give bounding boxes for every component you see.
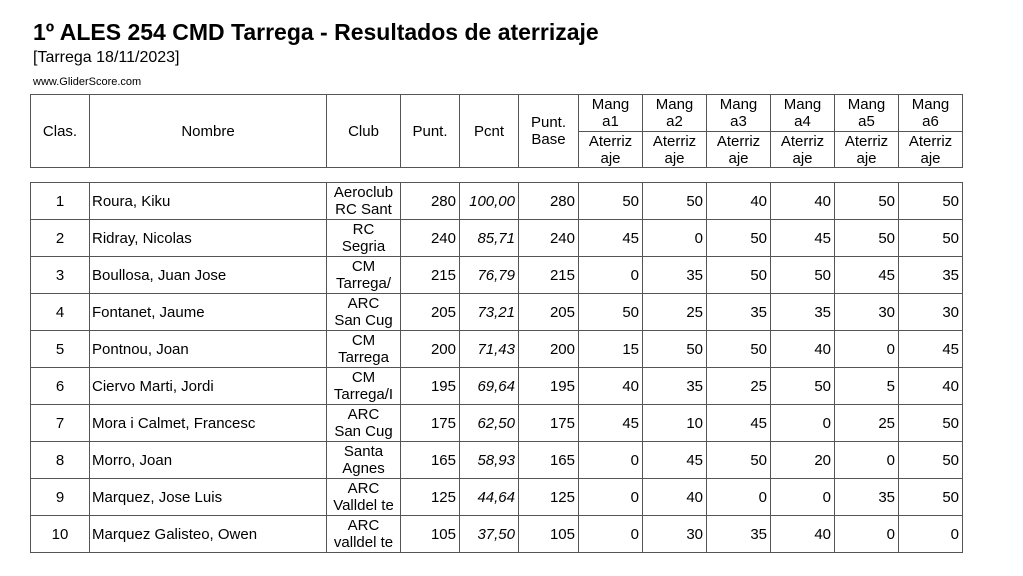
header-landing-1 [579,132,643,168]
round-3-landing-cell: 50 [707,220,771,257]
round-label: Mang [911,96,950,113]
points-cell: 195 [401,368,460,405]
club-name-line: RC [352,221,375,238]
pilot-name-cell: Roura, Kiku [90,183,327,220]
club-name-line: CM [351,369,376,386]
round-number: a6 [922,113,939,130]
rank-cell: 5 [31,331,90,368]
rank-cell: 6 [31,368,90,405]
club-name-line: Valldel te [333,497,394,514]
header-landing-6 [899,132,963,168]
percent-cell: 58,93 [460,442,519,479]
pilot-name-cell: Morro, Joan [90,442,327,479]
header-clas: Clas. [31,95,90,168]
round-5-landing-cell: 30 [835,294,899,331]
club-name-line: Segria [341,238,386,255]
round-2-landing-cell: 35 [643,368,707,405]
round-number: a3 [730,113,747,130]
base-points-cell: 195 [519,368,579,405]
round-5-landing-cell: 25 [835,405,899,442]
header-round-6 [899,95,963,132]
round-5-landing-cell: 5 [835,368,899,405]
club-name-line: ARC [347,295,380,312]
points-cell: 200 [401,331,460,368]
club-name-line: Aeroclub [333,184,394,201]
event-date: [Tarrega 18/11/2023] [33,49,180,66]
round-label: Mang [847,96,886,113]
header-round-3 [707,95,771,132]
table-row [31,516,963,553]
landing-label-line2: aje [920,149,941,167]
round-1-landing-cell: 50 [579,294,643,331]
header-landing-3 [707,132,771,168]
table-row [31,220,963,257]
landing-label-line1: Aterriz [652,132,697,150]
round-4-landing-cell: 0 [771,405,835,442]
points-cell: 280 [401,183,460,220]
points-cell: 105 [401,516,460,553]
header-punt-base [519,95,579,168]
header-round-1 [579,95,643,132]
table-row [31,331,963,368]
round-6-landing-cell: 30 [899,294,963,331]
rank-cell: 2 [31,220,90,257]
round-6-landing-cell: 35 [899,257,963,294]
round-2-landing-cell: 50 [643,331,707,368]
table-row [31,257,963,294]
table-row [31,368,963,405]
round-label: Mang [655,96,694,113]
landing-label-line1: Aterriz [908,132,953,150]
round-4-landing-cell: 50 [771,368,835,405]
header-landing-4 [771,132,835,168]
base-points-cell: 165 [519,442,579,479]
landing-label-line2: aje [600,149,621,167]
round-1-landing-cell: 45 [579,405,643,442]
club-name-line: Santa [343,443,384,460]
landing-label-line1: Aterriz [780,132,825,150]
points-cell: 165 [401,442,460,479]
rank-cell: 10 [31,516,90,553]
round-4-landing-cell: 20 [771,442,835,479]
round-5-landing-cell: 50 [835,220,899,257]
percent-cell: 62,50 [460,405,519,442]
base-points-cell: 205 [519,294,579,331]
round-2-landing-cell: 10 [643,405,707,442]
club-cell [327,405,401,442]
rank-cell: 8 [31,442,90,479]
club-cell [327,257,401,294]
landing-label-line2: aje [728,149,749,167]
round-2-landing-cell: 45 [643,442,707,479]
table-row [31,405,963,442]
pilot-name-cell: Marquez, Jose Luis [90,479,327,516]
base-points-cell: 200 [519,331,579,368]
round-2-landing-cell: 30 [643,516,707,553]
round-2-landing-cell: 35 [643,257,707,294]
round-4-landing-cell: 40 [771,516,835,553]
points-cell: 240 [401,220,460,257]
points-cell: 125 [401,479,460,516]
percent-cell: 71,43 [460,331,519,368]
round-1-landing-cell: 0 [579,516,643,553]
landing-label-line1: Aterriz [716,132,761,150]
pilot-name-cell: Ridray, Nicolas [90,220,327,257]
rank-cell: 1 [31,183,90,220]
table-row [31,479,963,516]
round-3-landing-cell: 35 [707,516,771,553]
club-cell [327,479,401,516]
round-1-landing-cell: 0 [579,442,643,479]
round-2-landing-cell: 0 [643,220,707,257]
club-cell [327,220,401,257]
percent-cell: 76,79 [460,257,519,294]
round-3-landing-cell: 50 [707,442,771,479]
base-points-cell: 175 [519,405,579,442]
landing-label-line1: Aterriz [588,132,633,150]
round-5-landing-cell: 35 [835,479,899,516]
round-6-landing-cell: 50 [899,183,963,220]
website-label: www.GliderScore.com [33,76,142,88]
round-5-landing-cell: 0 [835,516,899,553]
club-name-line: San Cug [334,312,393,329]
round-5-landing-cell: 0 [835,442,899,479]
table-row [31,183,963,220]
landing-label-line2: aje [792,149,813,167]
club-name-line: San Cug [334,423,393,440]
round-6-landing-cell: 50 [899,405,963,442]
round-number: a5 [858,113,875,130]
points-cell: 175 [401,405,460,442]
header-landing-5 [835,132,899,168]
round-1-landing-cell: 15 [579,331,643,368]
round-6-landing-cell: 40 [899,368,963,405]
round-4-landing-cell: 35 [771,294,835,331]
header-landing-2 [643,132,707,168]
landing-label-line2: aje [664,149,685,167]
club-cell [327,442,401,479]
header-pcnt: Pcnt [460,95,519,168]
percent-cell: 37,50 [460,516,519,553]
header-club: Club [327,95,401,168]
club-cell [327,516,401,553]
percent-cell: 73,21 [460,294,519,331]
round-number: a2 [666,113,683,130]
round-3-landing-cell: 0 [707,479,771,516]
results-header-table [30,94,963,168]
base-points-cell: 280 [519,183,579,220]
header-round-5 [835,95,899,132]
pilot-name-cell: Pontnou, Joan [90,331,327,368]
club-cell [327,331,401,368]
round-1-landing-cell: 40 [579,368,643,405]
header-punt-base-line2: Base [531,131,566,148]
round-1-landing-cell: 45 [579,220,643,257]
base-points-cell: 125 [519,479,579,516]
round-2-landing-cell: 25 [643,294,707,331]
club-name-line: RC Sant [335,201,392,218]
pilot-name-cell: Boullosa, Juan Jose [90,257,327,294]
percent-cell: 44,64 [460,479,519,516]
round-3-landing-cell: 35 [707,294,771,331]
round-3-landing-cell: 25 [707,368,771,405]
pilot-name-cell: Marquez Galisteo, Owen [90,516,327,553]
round-2-landing-cell: 40 [643,479,707,516]
header-round-2 [643,95,707,132]
round-4-landing-cell: 50 [771,257,835,294]
table-row [31,294,963,331]
club-name-line: ARC [347,406,380,423]
round-4-landing-cell: 40 [771,331,835,368]
header-nombre: Nombre [90,95,327,168]
club-cell [327,368,401,405]
base-points-cell: 215 [519,257,579,294]
header-punt-base-line1: Punt. [530,114,567,131]
club-name-line: Agnes [342,460,385,477]
table-row [31,442,963,479]
round-label: Mang [719,96,758,113]
round-4-landing-cell: 45 [771,220,835,257]
round-5-landing-cell: 45 [835,257,899,294]
percent-cell: 85,71 [460,220,519,257]
pilot-name-cell: Ciervo Marti, Jordi [90,368,327,405]
header-round-4 [771,95,835,132]
round-number: a4 [794,113,811,130]
round-1-landing-cell: 50 [579,183,643,220]
round-3-landing-cell: 45 [707,405,771,442]
club-name-line: ARC [347,480,380,497]
club-name-line: valldel te [333,534,394,551]
round-3-landing-cell: 40 [707,183,771,220]
base-points-cell: 105 [519,516,579,553]
round-1-landing-cell: 0 [579,479,643,516]
round-label: Mang [591,96,630,113]
rank-cell: 4 [31,294,90,331]
round-number: a1 [602,113,619,130]
results-table [30,182,963,553]
round-5-landing-cell: 0 [835,331,899,368]
round-4-landing-cell: 0 [771,479,835,516]
round-6-landing-cell: 45 [899,331,963,368]
club-name-line: CM [351,258,376,275]
round-3-landing-cell: 50 [707,257,771,294]
rank-cell: 9 [31,479,90,516]
round-5-landing-cell: 50 [835,183,899,220]
round-1-landing-cell: 0 [579,257,643,294]
percent-cell: 69,64 [460,368,519,405]
base-points-cell: 240 [519,220,579,257]
round-6-landing-cell: 0 [899,516,963,553]
points-cell: 215 [401,257,460,294]
club-name-line: Tarrega [338,349,389,366]
round-6-landing-cell: 50 [899,479,963,516]
round-2-landing-cell: 50 [643,183,707,220]
club-name-line: Tarrega/I [333,386,394,403]
points-cell: 205 [401,294,460,331]
landing-label-line1: Aterriz [844,132,889,150]
rank-cell: 3 [31,257,90,294]
header-punt: Punt. [401,95,460,168]
page-title: 1º ALES 254 CMD Tarrega - Resultados de aterrizaje [33,19,599,45]
round-6-landing-cell: 50 [899,220,963,257]
round-4-landing-cell: 40 [771,183,835,220]
round-6-landing-cell: 50 [899,442,963,479]
rank-cell: 7 [31,405,90,442]
club-cell [327,183,401,220]
percent-cell: 100,00 [460,183,519,220]
club-cell [327,294,401,331]
landing-label-line2: aje [856,149,877,167]
club-name-line: ARC [347,517,380,534]
round-label: Mang [783,96,822,113]
round-3-landing-cell: 50 [707,331,771,368]
club-name-line: CM [351,332,376,349]
pilot-name-cell: Mora i Calmet, Francesc [90,405,327,442]
pilot-name-cell: Fontanet, Jaume [90,294,327,331]
club-name-line: Tarrega/ [335,275,392,292]
